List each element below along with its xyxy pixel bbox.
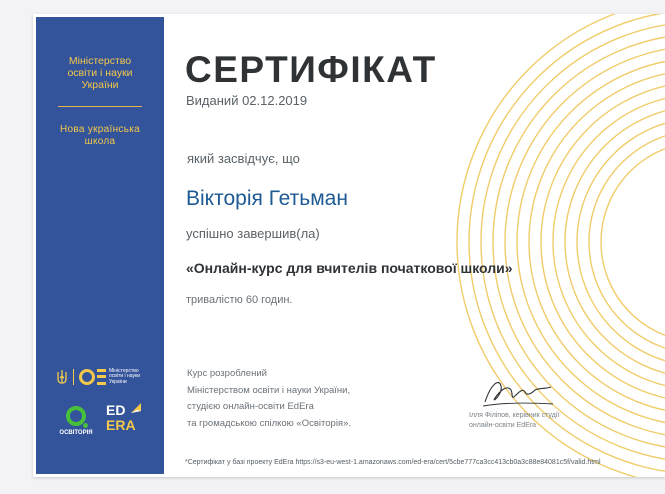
decorative-ring: [553, 94, 665, 390]
signer-line: Ілля Філіпов, керівник студії: [469, 412, 560, 419]
osvitoria-wordmark: ОСВІТОРІЯ: [59, 430, 93, 436]
decorative-ring: [517, 58, 665, 426]
completed-text: успішно завершив(ла): [186, 226, 320, 241]
decorative-ring: [601, 142, 665, 342]
osvitoria-logo: [54, 406, 98, 436]
recipient-name: Вікторія Гетьман: [186, 187, 348, 210]
osvitoria-ring-icon: [66, 406, 86, 426]
edera-flag-icon: [128, 401, 144, 417]
decorative-ring: [529, 70, 665, 414]
ministry-line: освіти і науки: [67, 67, 133, 79]
edera-wordmark-bottom: ERA: [106, 417, 136, 433]
signer-line: онлайн-освіти EdEra: [469, 421, 537, 429]
certificate-title: СЕРТИФІКАТ: [185, 49, 437, 90]
nus-e-mark: [97, 369, 106, 385]
nus-title: [36, 124, 164, 148]
nus-o-mark: [79, 369, 95, 385]
nus-small-line: Міністерство: [109, 367, 139, 374]
ministry-logo-row: [56, 367, 149, 387]
nus-logo: [79, 369, 149, 386]
nus-line: Нова українська: [60, 124, 140, 135]
ministry-title: [36, 55, 164, 91]
ministry-line: Міністерство: [68, 55, 132, 67]
nus-small-caption: [109, 369, 149, 386]
decorative-ring: [565, 106, 665, 378]
sidebar: [36, 17, 164, 474]
verification-footnote: *Сертифікат у базі проекту EdEra https://s3-eu-west-1.amazonaws.com/ed-era/cert/5cbe777ca3cc413cb0a3c88e84081c5f/valid.html: [185, 459, 601, 466]
edera-wordmark-top: ED: [106, 402, 126, 418]
edera-logo: [106, 403, 150, 437]
confirms-text: який засвідчує, що: [187, 151, 300, 166]
sidebar-divider: [58, 106, 142, 107]
nus-small-line: України: [109, 378, 127, 385]
nus-line: школа: [84, 136, 116, 147]
course-title: «Онлайн-курс для вчителів початкової школи»: [186, 260, 513, 276]
developed-by-line: Курс розроблений: [187, 368, 267, 379]
logo-divider: [73, 369, 74, 385]
signer-caption: [469, 411, 559, 430]
issue-date: Виданий 02.12.2019: [186, 93, 308, 108]
signature: [481, 374, 555, 410]
certificate: [33, 14, 665, 477]
developed-by-line: Міністерством освіти і науки України,: [187, 384, 351, 396]
developed-by-line: студією онлайн-освіти EdEra: [187, 401, 314, 412]
ministry-line: України: [81, 79, 119, 91]
course-duration: тривалістю 60 годин.: [186, 294, 293, 306]
developed-by-line: та громадською спілкою «Освіторія».: [187, 417, 351, 429]
nus-small-line: освіти і науки: [109, 373, 140, 380]
developed-by: [187, 366, 351, 432]
trident-icon: [56, 369, 68, 385]
